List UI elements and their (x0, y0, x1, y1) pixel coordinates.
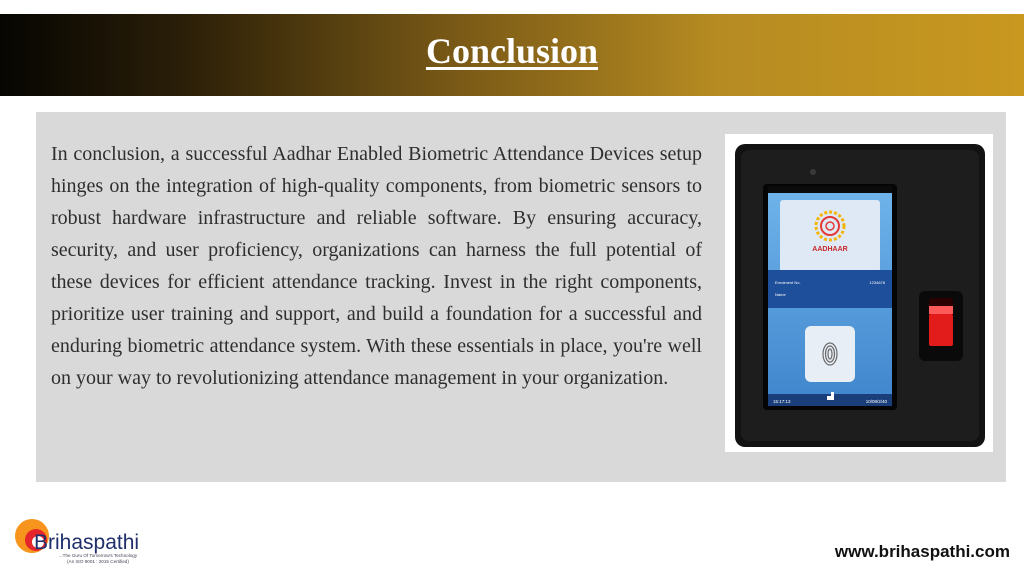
enrolment-strip (768, 270, 892, 308)
enrolment-value: 1234678 (869, 280, 885, 285)
scanner-red-light (929, 314, 953, 346)
conclusion-paragraph: In conclusion, a successful Aadhar Enabled Biometric Attendance Devices setup hinges on the integration of high-quality components, from biometric sensors to robust hardware infrastructure and reliable software. By ensuring accuracy, security, and user proficiency, organizations can harness the full potential of these devices for efficient attendance tracking. Invest in the right components, prioritize user training and support, and build a foundation for a successful and enduring biometric attendance system. With these essentials in place, you're well on your way to revolutionizing attendance management in your organization. (51, 143, 702, 389)
logo-certification: (An ISO 9001 : 2015 Certified) (67, 559, 129, 564)
camera-icon (810, 169, 816, 175)
screen-time: 15:17:13 (773, 399, 791, 404)
fingerprint-card (805, 326, 855, 382)
screen-date: 10/08/2/40 (865, 399, 887, 404)
aadhaar-label: AADHAAR (812, 246, 848, 253)
logo-name: Brihaspathi (34, 531, 140, 554)
device-illustration (725, 134, 993, 452)
slide-title: Conclusion (425, 31, 599, 71)
biometric-device-image (725, 134, 993, 452)
logo-tagline: ...The Guru Of Tomorrow's Technology (58, 553, 138, 558)
name-label: Name (775, 292, 786, 297)
website-link[interactable]: www.brihaspathi.com (834, 542, 1010, 561)
enrolment-label: Enrolment No. (775, 280, 801, 285)
logo-tagline-block (46, 553, 150, 565)
